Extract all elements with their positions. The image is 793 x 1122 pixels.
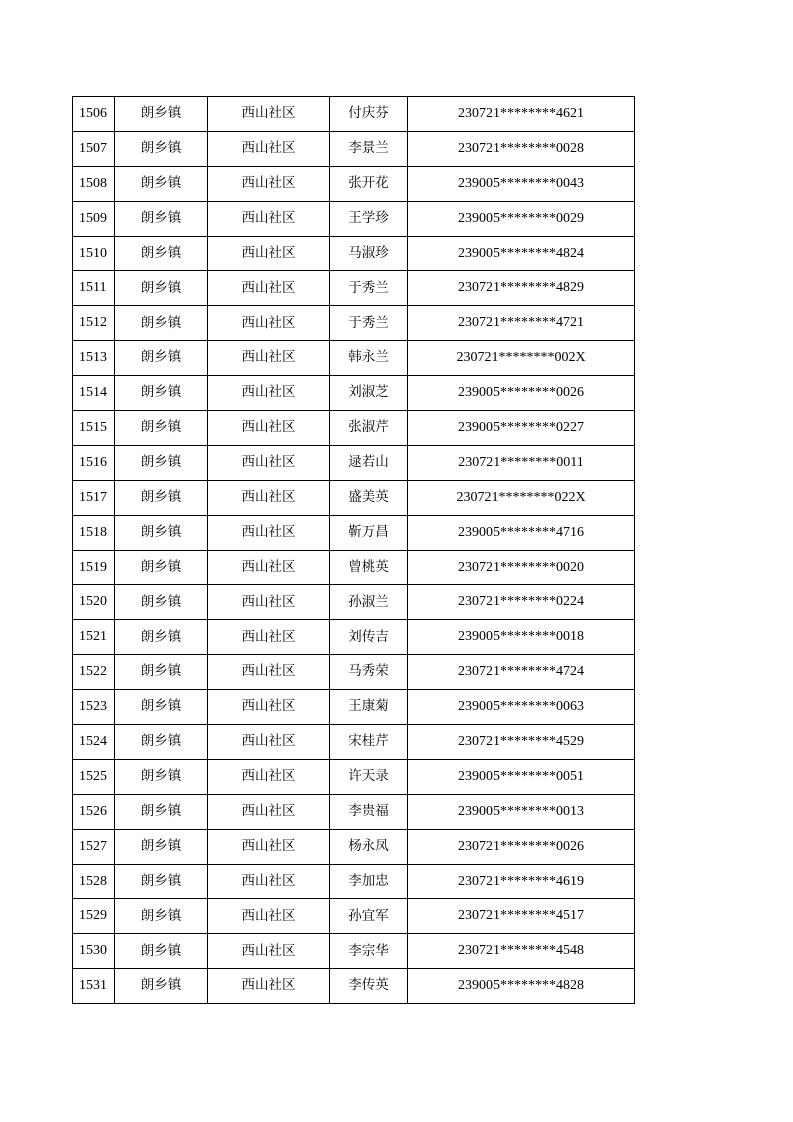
town-cell: 朗乡镇 (115, 271, 208, 306)
community-cell: 西山社区 (208, 515, 330, 550)
person-name-cell: 孙淑兰 (330, 585, 408, 620)
id-number-cell: 230721********4721 (408, 306, 635, 341)
town-cell: 朗乡镇 (115, 899, 208, 934)
id-number-cell: 230721********0224 (408, 585, 635, 620)
table-row (73, 271, 635, 306)
id-number-cell: 239005********0013 (408, 794, 635, 829)
person-name-cell: 王康菊 (330, 690, 408, 725)
town-cell: 朗乡镇 (115, 794, 208, 829)
town-cell: 朗乡镇 (115, 236, 208, 271)
table-row (73, 445, 635, 480)
person-name-cell: 靳万昌 (330, 515, 408, 550)
community-cell: 西山社区 (208, 969, 330, 1004)
person-name-cell: 许天录 (330, 759, 408, 794)
row-number-cell: 1520 (73, 585, 115, 620)
town-cell: 朗乡镇 (115, 725, 208, 760)
person-name-cell: 王学珍 (330, 201, 408, 236)
town-cell: 朗乡镇 (115, 306, 208, 341)
person-name-cell: 李加忠 (330, 864, 408, 899)
person-name-cell: 刘淑芝 (330, 376, 408, 411)
person-name-cell: 曾桃英 (330, 550, 408, 585)
id-number-cell: 230721********4529 (408, 725, 635, 760)
row-number-cell: 1522 (73, 655, 115, 690)
town-cell: 朗乡镇 (115, 585, 208, 620)
row-number-cell: 1530 (73, 934, 115, 969)
community-cell: 西山社区 (208, 829, 330, 864)
person-name-cell: 孙宜军 (330, 899, 408, 934)
town-cell: 朗乡镇 (115, 969, 208, 1004)
community-cell: 西山社区 (208, 166, 330, 201)
person-name-cell: 杨永凤 (330, 829, 408, 864)
id-number-cell: 230721********4724 (408, 655, 635, 690)
id-number-cell: 230721********4621 (408, 97, 635, 132)
table-row (73, 131, 635, 166)
town-cell: 朗乡镇 (115, 655, 208, 690)
community-cell: 西山社区 (208, 794, 330, 829)
id-number-cell: 239005********0026 (408, 376, 635, 411)
table-row (73, 690, 635, 725)
town-cell: 朗乡镇 (115, 934, 208, 969)
person-name-cell: 于秀兰 (330, 271, 408, 306)
person-name-cell: 张淑芹 (330, 411, 408, 446)
table-row (73, 411, 635, 446)
row-number-cell: 1521 (73, 620, 115, 655)
town-cell: 朗乡镇 (115, 515, 208, 550)
id-number-cell: 239005********4824 (408, 236, 635, 271)
person-name-cell: 马秀荣 (330, 655, 408, 690)
id-number-cell: 230721********002X (408, 341, 635, 376)
town-cell: 朗乡镇 (115, 131, 208, 166)
person-name-cell: 刘传吉 (330, 620, 408, 655)
roster-table-body (73, 97, 635, 1004)
row-number-cell: 1506 (73, 97, 115, 132)
table-row (73, 585, 635, 620)
town-cell: 朗乡镇 (115, 341, 208, 376)
id-number-cell: 239005********4716 (408, 515, 635, 550)
community-cell: 西山社区 (208, 236, 330, 271)
table-row (73, 969, 635, 1004)
id-number-cell: 239005********0029 (408, 201, 635, 236)
table-row (73, 515, 635, 550)
row-number-cell: 1518 (73, 515, 115, 550)
community-cell: 西山社区 (208, 480, 330, 515)
table-row (73, 341, 635, 376)
table-row (73, 236, 635, 271)
person-name-cell: 马淑珍 (330, 236, 408, 271)
town-cell: 朗乡镇 (115, 411, 208, 446)
community-cell: 西山社区 (208, 341, 330, 376)
row-number-cell: 1512 (73, 306, 115, 341)
id-number-cell: 230721********0026 (408, 829, 635, 864)
table-row (73, 725, 635, 760)
town-cell: 朗乡镇 (115, 166, 208, 201)
row-number-cell: 1523 (73, 690, 115, 725)
community-cell: 西山社区 (208, 445, 330, 480)
id-number-cell: 230721********0020 (408, 550, 635, 585)
person-name-cell: 李传英 (330, 969, 408, 1004)
table-row (73, 480, 635, 515)
community-cell: 西山社区 (208, 725, 330, 760)
community-cell: 西山社区 (208, 97, 330, 132)
town-cell: 朗乡镇 (115, 445, 208, 480)
person-name-cell: 李贵福 (330, 794, 408, 829)
roster-table (72, 96, 635, 1004)
town-cell: 朗乡镇 (115, 550, 208, 585)
community-cell: 西山社区 (208, 934, 330, 969)
row-number-cell: 1508 (73, 166, 115, 201)
table-row (73, 376, 635, 411)
row-number-cell: 1514 (73, 376, 115, 411)
table-row (73, 759, 635, 794)
id-number-cell: 239005********0227 (408, 411, 635, 446)
table-row (73, 829, 635, 864)
row-number-cell: 1515 (73, 411, 115, 446)
town-cell: 朗乡镇 (115, 690, 208, 725)
row-number-cell: 1509 (73, 201, 115, 236)
table-row (73, 306, 635, 341)
person-name-cell: 盛美英 (330, 480, 408, 515)
community-cell: 西山社区 (208, 759, 330, 794)
community-cell: 西山社区 (208, 131, 330, 166)
row-number-cell: 1516 (73, 445, 115, 480)
community-cell: 西山社区 (208, 376, 330, 411)
row-number-cell: 1526 (73, 794, 115, 829)
person-name-cell: 付庆芬 (330, 97, 408, 132)
row-number-cell: 1510 (73, 236, 115, 271)
id-number-cell: 230721********4548 (408, 934, 635, 969)
id-number-cell: 239005********4828 (408, 969, 635, 1004)
town-cell: 朗乡镇 (115, 620, 208, 655)
table-row (73, 620, 635, 655)
id-number-cell: 239005********0018 (408, 620, 635, 655)
row-number-cell: 1519 (73, 550, 115, 585)
id-number-cell: 230721********022X (408, 480, 635, 515)
id-number-cell: 230721********4619 (408, 864, 635, 899)
community-cell: 西山社区 (208, 306, 330, 341)
table-row (73, 864, 635, 899)
person-name-cell: 于秀兰 (330, 306, 408, 341)
id-number-cell: 239005********0043 (408, 166, 635, 201)
id-number-cell: 230721********4829 (408, 271, 635, 306)
id-number-cell: 239005********0051 (408, 759, 635, 794)
community-cell: 西山社区 (208, 585, 330, 620)
town-cell: 朗乡镇 (115, 829, 208, 864)
row-number-cell: 1528 (73, 864, 115, 899)
town-cell: 朗乡镇 (115, 864, 208, 899)
row-number-cell: 1524 (73, 725, 115, 760)
id-number-cell: 230721********4517 (408, 899, 635, 934)
community-cell: 西山社区 (208, 864, 330, 899)
id-number-cell: 239005********0063 (408, 690, 635, 725)
table-row (73, 899, 635, 934)
row-number-cell: 1531 (73, 969, 115, 1004)
community-cell: 西山社区 (208, 690, 330, 725)
community-cell: 西山社区 (208, 899, 330, 934)
table-row (73, 655, 635, 690)
person-name-cell: 韩永兰 (330, 341, 408, 376)
table-row (73, 934, 635, 969)
row-number-cell: 1529 (73, 899, 115, 934)
person-name-cell: 宋桂芹 (330, 725, 408, 760)
row-number-cell: 1525 (73, 759, 115, 794)
person-name-cell: 李景兰 (330, 131, 408, 166)
id-number-cell: 230721********0011 (408, 445, 635, 480)
table-row (73, 550, 635, 585)
table-row (73, 201, 635, 236)
id-number-cell: 230721********0028 (408, 131, 635, 166)
person-name-cell: 张开花 (330, 166, 408, 201)
row-number-cell: 1527 (73, 829, 115, 864)
community-cell: 西山社区 (208, 411, 330, 446)
row-number-cell: 1513 (73, 341, 115, 376)
table-row (73, 794, 635, 829)
town-cell: 朗乡镇 (115, 759, 208, 794)
town-cell: 朗乡镇 (115, 376, 208, 411)
community-cell: 西山社区 (208, 271, 330, 306)
community-cell: 西山社区 (208, 550, 330, 585)
town-cell: 朗乡镇 (115, 480, 208, 515)
row-number-cell: 1507 (73, 131, 115, 166)
table-row (73, 166, 635, 201)
person-name-cell: 逯若山 (330, 445, 408, 480)
town-cell: 朗乡镇 (115, 201, 208, 236)
row-number-cell: 1511 (73, 271, 115, 306)
community-cell: 西山社区 (208, 620, 330, 655)
table-row (73, 97, 635, 132)
community-cell: 西山社区 (208, 655, 330, 690)
row-number-cell: 1517 (73, 480, 115, 515)
town-cell: 朗乡镇 (115, 97, 208, 132)
person-name-cell: 李宗华 (330, 934, 408, 969)
community-cell: 西山社区 (208, 201, 330, 236)
